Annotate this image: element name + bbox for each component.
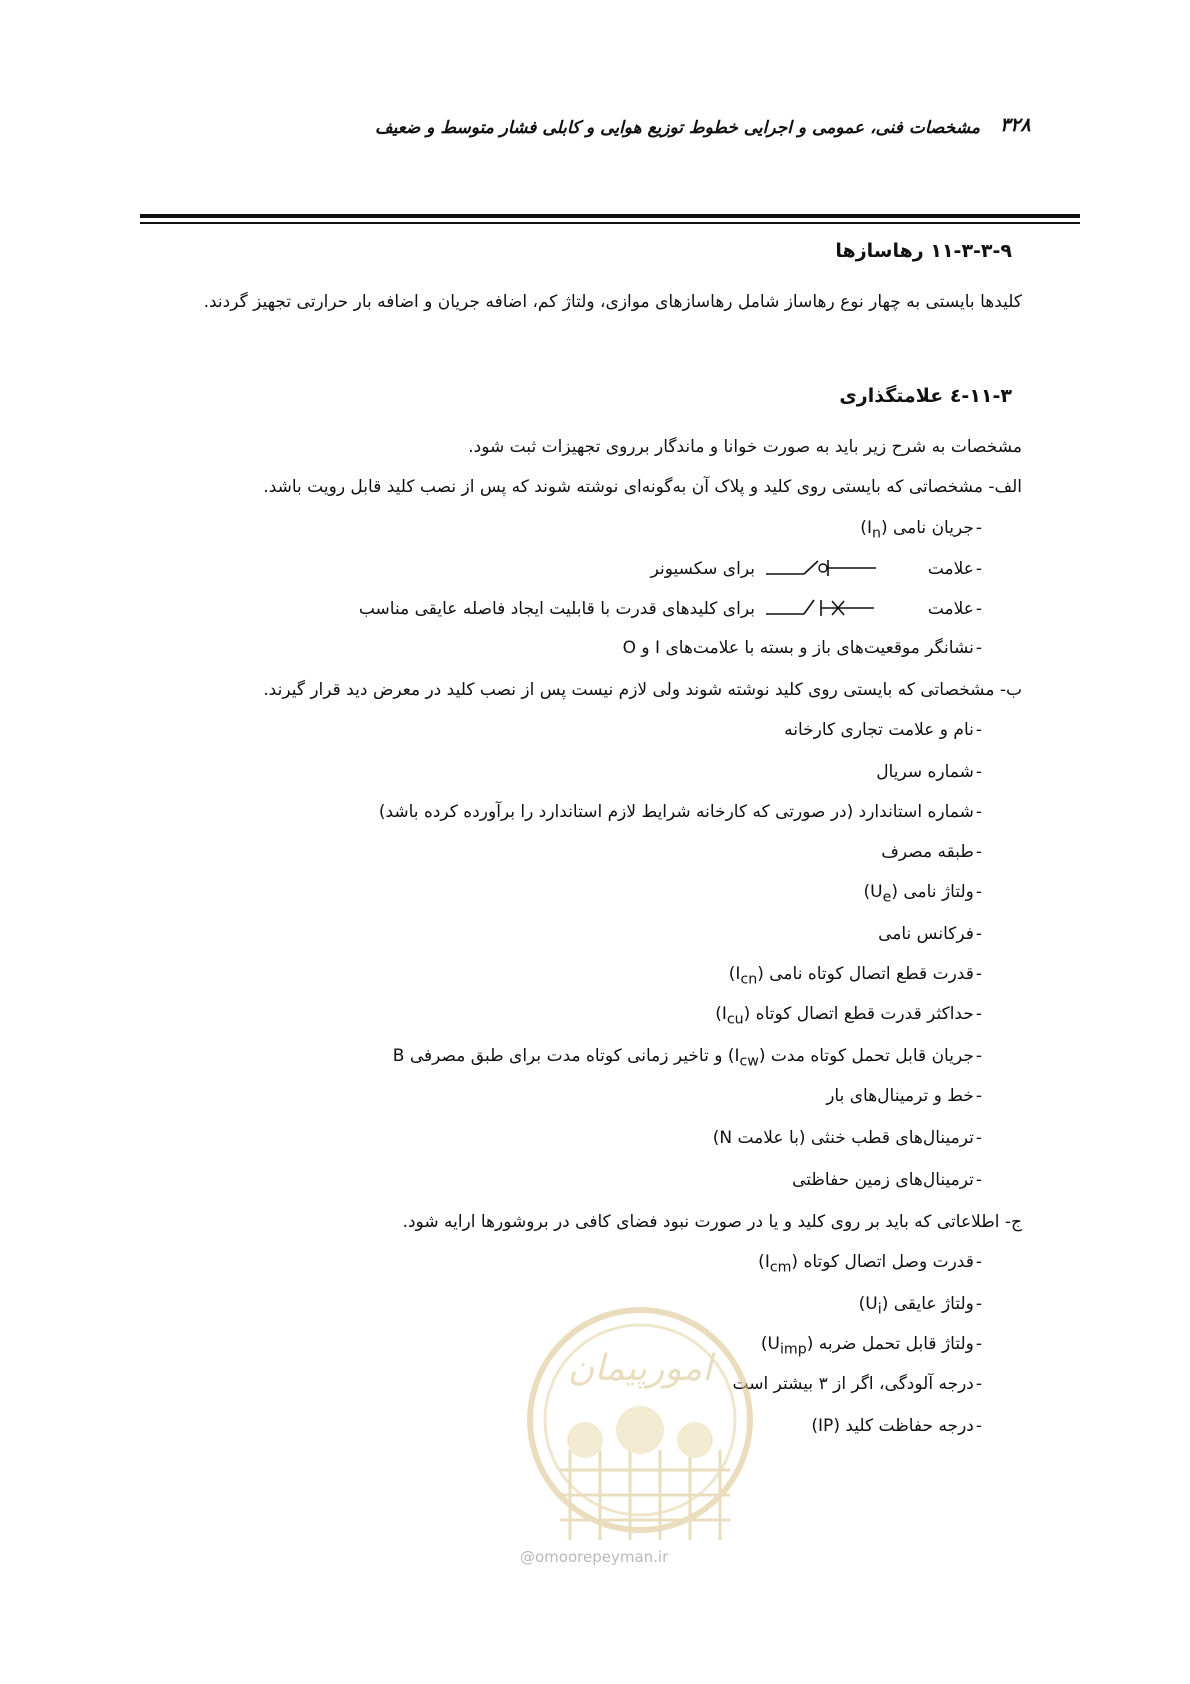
at-icon: @ xyxy=(520,1548,535,1566)
part-a-title: الف- مشخصاتی که بایستی روی کلید و پلاک آن به‌گونه‌ای نوشته شوند که پس از نصب کلید قابل رویت باشد. xyxy=(263,477,1022,497)
release-paragraph: کلیدها بایستی به چهار نوع رهاساز شامل رهاسازهای موازی، ولتاژ کم، اضافه جریان و اضافه بار حرارتی تجهیز گردند. xyxy=(203,292,1022,312)
list-item: -ترمینال‌های زمین حفاظتی xyxy=(792,1170,982,1190)
list-item: -جریان قابل تحمل کوتاه مدت $(I_{cw})$ و تاخیر زمانی کوتاه مدت برای طبق مصرفی B xyxy=(392,1046,982,1070)
header-rule-thick xyxy=(140,214,1080,218)
running-header-title: مشخصات فنی، عمومی و اجرایی خطوط توزیع هوایی و کابلی فشار متوسط و ضعیف xyxy=(375,118,980,138)
part-c-title: ج- اطلاعاتی که باید بر روی کلید و یا در صورت نبود فضای کافی در بروشورها ارایه شود. xyxy=(402,1212,1022,1232)
sectionalizer-symbol-icon xyxy=(766,558,916,580)
list-item: -طبقه مصرف xyxy=(881,842,982,862)
list-item: -قدرت قطع اتصال کوتاه نامی $(I_{cn})$ xyxy=(728,964,982,988)
list-item: -ولتاژ عایقی $(U_i)$ xyxy=(858,1294,982,1318)
list-item: -خط و ترمینال‌های بار xyxy=(826,1086,982,1106)
list-item: -ولتاژ نامی $(U_e)$ xyxy=(863,882,982,906)
list-item: -ترمینال‌های قطب خنثی (با علامت N) xyxy=(712,1128,982,1148)
section-heading-release: ۱۱-۳-۳-۹ رهاسازها xyxy=(835,240,1012,262)
watermark-url: @omoorepeyman.ir xyxy=(520,1548,669,1566)
header-rule-thin xyxy=(140,222,1080,224)
list-item: -ولتاژ قابل تحمل ضربه $(U_{imp})$ xyxy=(760,1334,982,1358)
svg-text:امورپیمان: امورپیمان xyxy=(567,1348,713,1389)
list-item-rated-current: -جریان نامی $(I_n)$ xyxy=(860,518,982,542)
list-item: -حداکثر قدرت قطع اتصال کوتاه $(I_{cu})$ xyxy=(715,1004,982,1028)
list-item: -درجه آلودگی، اگر از ۳ بیشتر است xyxy=(732,1374,982,1394)
list-item: -فرکانس نامی xyxy=(878,924,982,944)
list-item: -قدرت وصل اتصال کوتاه $(I_{cm})$ xyxy=(758,1252,982,1276)
list-item-position-indicator: -نشانگر موقعیت‌های باز و بسته با علامت‌های I و O xyxy=(622,638,982,658)
list-item-breaker-mark: -علامت برای کلیدهای قدرت با قابلیت ایجاد فاصله عایقی مناسب xyxy=(358,599,982,619)
list-item: -شماره استاندارد (در صورتی که کارخانه شرایط لازم استاندارد را برآورده کرده باشد) xyxy=(378,802,982,822)
page-number: ۳۲۸ xyxy=(1000,114,1031,136)
list-item: -شماره سریال xyxy=(876,762,982,782)
circuit-breaker-symbol-icon xyxy=(766,598,916,620)
section-heading-marking: ۱۱-۳-٤ علامتگذاری xyxy=(839,385,1012,407)
list-item: -درجه حفاظت کلید (IP) xyxy=(811,1416,982,1436)
watermark-logo-icon xyxy=(490,1300,790,1560)
part-b-title: ب- مشخصاتی که بایستی روی کلید نوشته شوند ولی لازم نیست پس از نصب کلید در معرض دید قرار گیرند. xyxy=(263,680,1022,700)
marking-intro: مشخصات به شرح زیر باید به صورت خوانا و ماندگار برروی تجهیزات ثبت شود. xyxy=(468,437,1022,457)
list-item-sectionalizer-mark: -علامت برای سکسیونر xyxy=(650,559,982,579)
list-item: -نام و علامت تجاری کارخانه xyxy=(784,720,982,740)
